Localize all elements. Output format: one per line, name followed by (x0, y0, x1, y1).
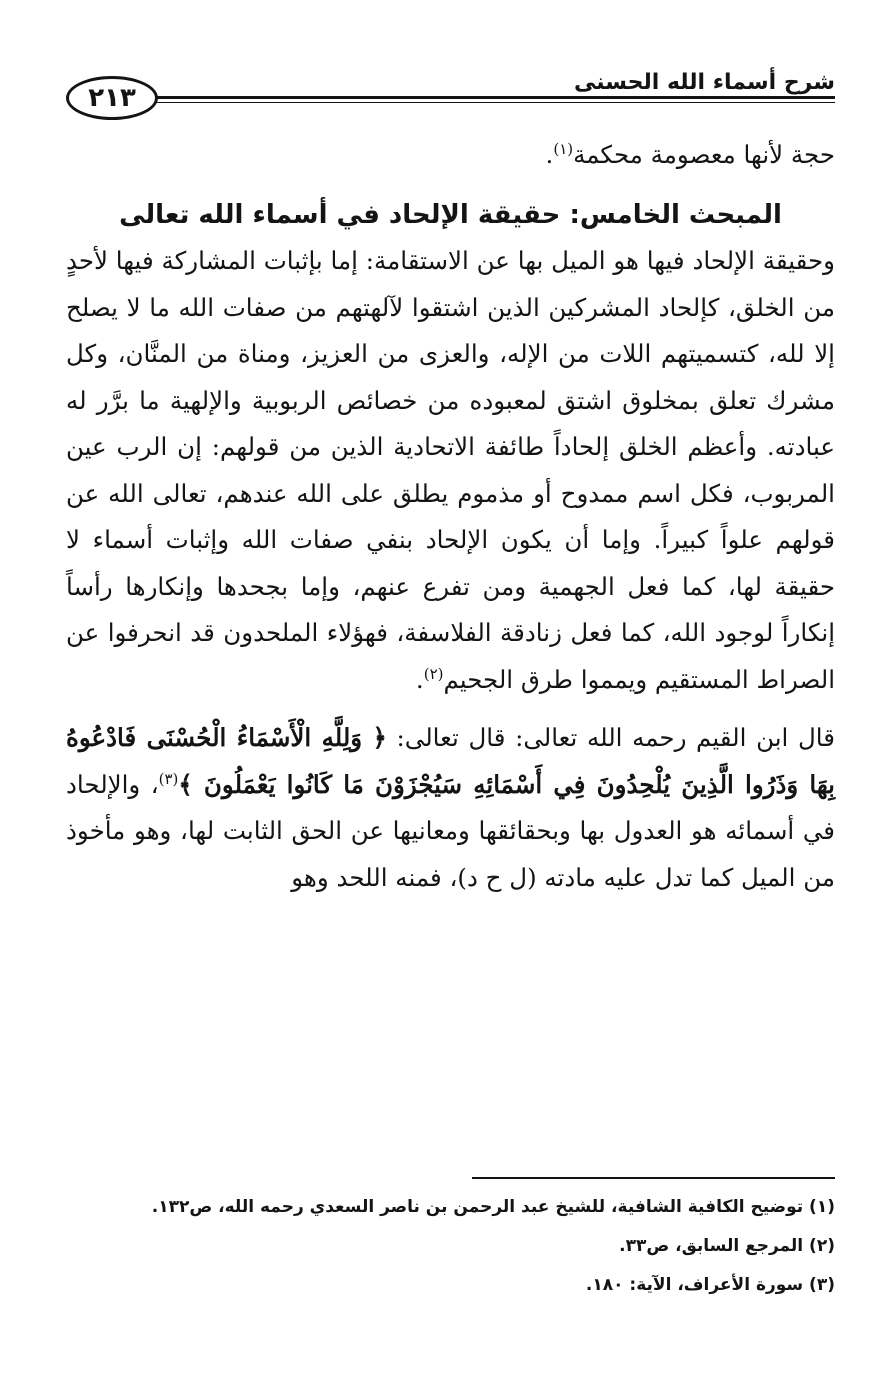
running-title: شرح أسماء الله الحسنى (574, 70, 835, 95)
footnote-ref-2: (٢) (423, 664, 444, 683)
footnote-2: (٢) المرجع السابق، ص٣٣. (619, 1236, 835, 1256)
paragraph-1-text: وحقيقة الإلحاد فيها هو الميل بها عن الاستقامة: إما بإثبات المشاركة فيها لأحدٍ من الخلق، كإلحاد المشركين الذين اشتقوا لآلهتهم من صفات الله ما لا يصلح إلا لله، كتسميتهم اللات من الإله، والعزى من العزيز، ومناة من المنَّان، وكل مشرك تعلق بمخلوق اشتق لمعبوده من خصائص الربوبية والإلهية ما برَّر له عبادته. وأعظم الخلق إلحاداً طائفة الاتحادية الذين من قولهم: إن الرب عين المربوب، فكل اسم ممدوح أو مذموم يطلق على الله عندهم، تعالى الله عن قولهم علواً كبيراً. وإما أن يكون الإلحاد بنفي صفات الله وإثبات أسماء لا حقيقة لها، كما فعل الجهمية ومن تفرع عنهم، وإما بجحدها وإنكارها رأساً إنكاراً لوجود الله، كما فعل زنادقة الفلاسفة، فهؤلاء الملحدون قد انحرفوا عن الصراط المستقيم ويمموا طرق الجحيم (66, 246, 835, 694)
paragraph-1-end: . (415, 664, 424, 694)
paragraph-1 (66, 238, 835, 703)
footnote-1: (١) توضيح الكافية الشافية، للشيخ عبد الرحمن بن ناصر السعدي رحمه الله، ص١٣٢. (151, 1197, 835, 1217)
page-header (66, 58, 835, 138)
page-number: ٢١٣ (88, 83, 136, 113)
header-rule-thick (156, 96, 835, 99)
quran-verse: ﴿ وَلِلَّهِ الْأَسْمَاءُ الْحُسْنَى فَادْعُوهُ بِهَا وَذَرُوا الَّذِينَ يُلْحِدُونَ فِي أَسْمَائِهِ سَيُجْزَوْنَ مَا كَانُوا يَعْمَلُونَ ﴾ (66, 723, 835, 799)
paragraph-2-intro: قال ابن القيم رحمه الله تعالى: قال تعالى: (386, 723, 835, 752)
paragraph-2-rest: ، والإلحاد في أسمائه هو العدول بها وبحقائقها ومعانيها عن الحق الثابت لها، وهو مأخوذ من الميل كما تدل عليه مادته (ل ح د)، فمنه اللحد وهو (66, 769, 835, 892)
page-number-oval (66, 76, 158, 120)
continuation-line (66, 132, 835, 178)
header-rule-thin (156, 102, 835, 103)
continuation-text: حجة لأنها معصومة محكمة (573, 140, 835, 169)
footnote-separator (472, 1177, 835, 1179)
footnotes (66, 1188, 835, 1305)
section-heading: المبحث الخامس: حقيقة الإلحاد في أسماء الله تعالى (119, 200, 782, 230)
footnote-ref-3: (٣) (158, 769, 179, 788)
footnote-ref-1: (١) (553, 139, 574, 158)
paragraph-2 (66, 715, 835, 901)
continuation-end: . (545, 140, 554, 169)
page-body (66, 132, 835, 901)
footnote-3: (٣) سورة الأعراف، الآية: ١٨٠. (585, 1275, 835, 1295)
